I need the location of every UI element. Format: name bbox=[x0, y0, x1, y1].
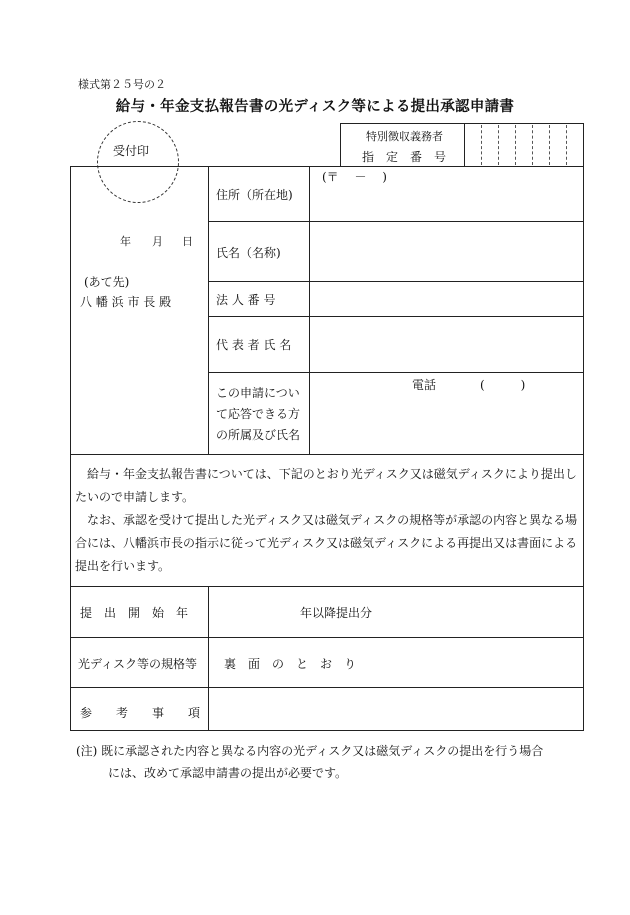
reception-stamp-label: 受付印 bbox=[113, 144, 150, 158]
body-paragraph-2: なお、承認を受けて提出した光ディスク又は磁気ディスクの規格等が承認の内容と異なる場合には、八幡浜市長の指示に従って光ディスク又は磁気ディスクによる再提出又は書面による提出を行います。 bbox=[75, 513, 578, 573]
reception-stamp-circle bbox=[97, 121, 179, 203]
phone-parens: ( ) bbox=[480, 378, 526, 392]
designation-number-label: 指 定 番 号 bbox=[362, 150, 447, 164]
representative-label: 代 表 者 氏 名 bbox=[216, 338, 292, 352]
note bbox=[76, 740, 544, 784]
spec-label: 光ディスク等の規格等 bbox=[78, 657, 198, 671]
note-line-2: には、改めて承認申請書の提出が必要です。 bbox=[108, 766, 348, 780]
corporate-number-label: 法 人 番 号 bbox=[216, 293, 276, 307]
body-paragraph-1: 給与・年金支払報告書については、下記のとおり光ディスク又は磁気ディスクにより提出したいので申請します。 bbox=[75, 467, 577, 504]
form-code: 様式第２５号の２ bbox=[78, 78, 166, 91]
contact-label-line1: この申請につい bbox=[216, 386, 300, 400]
name-label: 氏名（名称) bbox=[216, 246, 281, 260]
postal-code-prefix: (〒 － ) bbox=[322, 170, 387, 184]
reference-label: 参 考 事 項 bbox=[80, 706, 201, 720]
start-year-value: 年以降提出分 bbox=[300, 606, 373, 620]
contact-label-line3: の所属及び氏名 bbox=[216, 428, 301, 442]
start-year-label: 提 出 開 始 年 bbox=[80, 606, 189, 620]
contact-label-line2: て応答できる方 bbox=[216, 407, 301, 421]
special-collector-label: 特別徴収義務者 bbox=[366, 130, 443, 143]
date-year: 年 bbox=[120, 235, 131, 248]
date-month: 月 bbox=[152, 235, 163, 248]
address-label: 住所（所在地) bbox=[216, 188, 293, 202]
addressee-name: 八 幡 浜 市 長 殿 bbox=[80, 295, 172, 309]
addressee-label: (あて先) bbox=[84, 275, 130, 289]
note-line-1: (注) 既に承認された内容と異なる内容の光ディスク又は磁気ディスクの提出を行う場合 bbox=[76, 744, 544, 758]
phone-label: 電話 bbox=[412, 378, 437, 392]
page-title: 給与・年金支払報告書の光ディスク等による提出承認申請書 bbox=[115, 98, 515, 115]
body-text bbox=[75, 463, 583, 578]
date-day: 日 bbox=[182, 235, 193, 248]
spec-value: 裏 面 の と お り bbox=[224, 657, 357, 671]
